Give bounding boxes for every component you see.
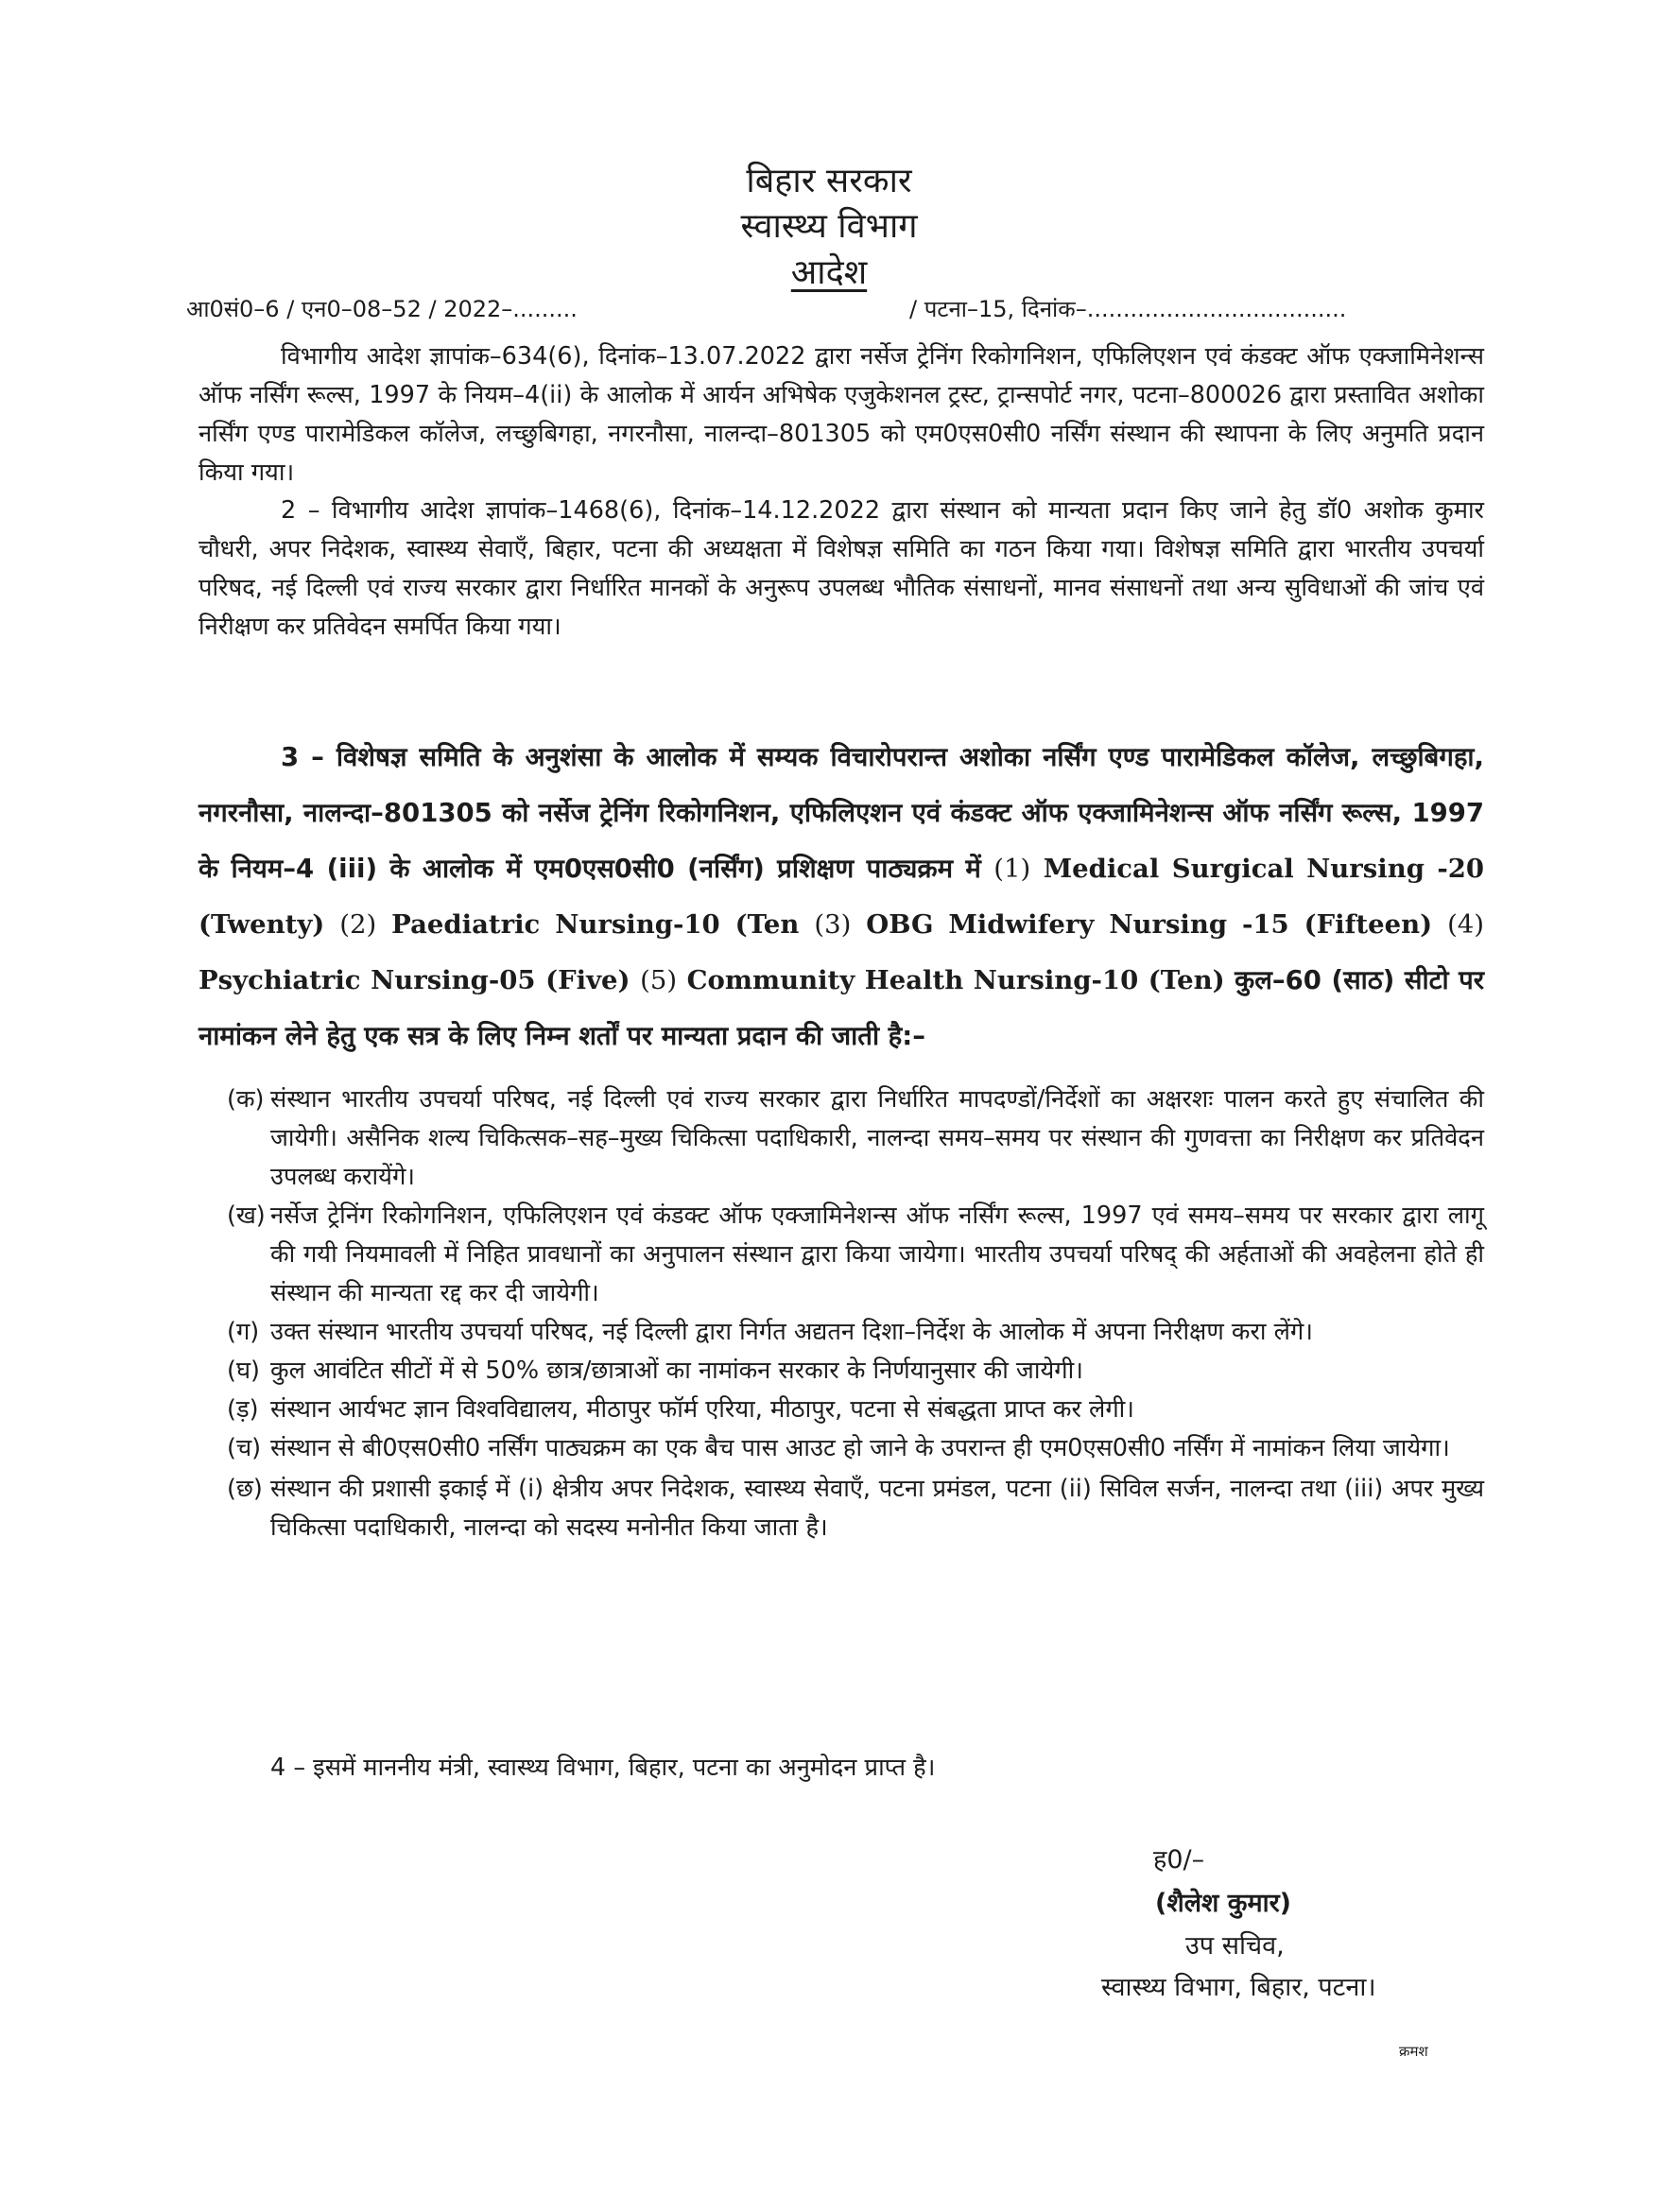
condition-marker: (ड़) — [227, 1395, 259, 1424]
paragraph-3-intro: 3 – विशेषज्ञ समिति के अनुशंसा के आलोक में सम्यक विचारोपरान्त अशोका नर्सिंग एण्ड पारामेडिकल कॉलेज, लच्छुबिगहा, नगरनौसा, नालन्दा–801305 को नर्सेज ट्रेनिंग रिकोगनिशन, एफिलिएशन एवं कंडक्ट ऑफ एक्जामिनेशन्स ऑफ नर्सिंग रूल्स, 1997 के नियम–4 (iii) के आलोक में एम0एस0सी0 (नर्सिंग) प्रशिक्षण पाठ्यक्रम में — [199, 742, 1484, 884]
course-number-3: (3) — [814, 909, 852, 940]
condition-text: कुल आवंटित सीटों में से 50% छात्र/छात्राओं का नामांकन सरकार के निर्णयानुसार की जायेगी। — [270, 1357, 1083, 1385]
condition-marker: (ख) — [227, 1201, 266, 1230]
condition-marker: (ग) — [227, 1318, 260, 1346]
course-2: Paediatric Nursing-10 (Ten — [391, 909, 800, 940]
condition-marker: (च) — [227, 1434, 262, 1462]
condition-marker: (क) — [227, 1085, 265, 1114]
conditions-list — [227, 1080, 1484, 1547]
condition-text: उक्त संस्थान भारतीय उपचर्या परिषद, नई दिल्ली द्वारा निर्गत अद्यतन दिशा–निर्देश के आलोक में अपना निरीक्षण करा लेंगे। — [270, 1318, 1313, 1346]
condition-item — [227, 1429, 1484, 1468]
order-heading: आदेश — [790, 253, 868, 292]
course-number-5: (5) — [640, 965, 678, 995]
paragraph-3-conclusion: कुल–60 (साठ) सीटो पर नामांकन लेने हेतु एक सत्र के लिए निम्न शर्तों पर मान्यता प्रदान की जाती है:– — [199, 965, 1484, 1051]
course-number-2: (2) — [339, 909, 377, 940]
condition-item — [227, 1197, 1484, 1313]
paragraph-1: विभागीय आदेश ज्ञापांक–634(6), दिनांक–13.07.2022 द्वारा नर्सेज ट्रेनिंग रिकोगनिशन, एफिलिएशन एवं कंडक्ट ऑफ एक्जामिनेशन्स ऑफ नर्सिंग रूल्स, 1997 के नियम–4(ii) के आलोक में आर्यन अभिषेक एजुकेशनल ट्रस्ट, ट्रान्सपोर्ट नगर, पटना–800026 द्वारा प्रस्तावित अशोका नर्सिंग एण्ड पारामेडिकल कॉलेज, लच्छुबिगहा, नगरनौसा, नालन्दा–801305 को एम0एस0सी0 नर्सिंग संस्थान की स्थापना के लिए अनुमति प्रदान किया गया। — [199, 342, 1484, 487]
paragraph-4: 4 – इसमें माननीय मंत्री, स्वास्थ्य विभाग, बिहार, पटना का अनुमोदन प्राप्त है। — [270, 1754, 936, 1782]
condition-item — [227, 1391, 1484, 1429]
signatory-name: (शैलेश कुमार) — [1155, 1889, 1292, 1918]
condition-marker: (छ) — [227, 1475, 263, 1503]
condition-text: संस्थान आर्यभट ज्ञान विश्वविद्यालय, मीठापुर फॉर्म एरिया, मीठापुर, पटना से संबद्धता प्राप्त कर लेगी। — [270, 1395, 1134, 1424]
order-number: आ0सं0–6 / एन0–08–52 / 2022–......... — [186, 296, 578, 322]
signatory-designation: उप सचिव, — [1185, 1931, 1285, 1961]
department-title: स्वास्थ्य विभाग — [740, 207, 918, 246]
condition-text: नर्सेज ट्रेनिंग रिकोगनिशन, एफिलिएशन एवं कंडक्ट ऑफ एक्जामिनेशन्स ऑफ नर्सिंग रूल्स, 1997 एवं समय–समय पर सरकार द्वारा लागू की गयी नियमावली में निहित प्रावधानों का अनुपालन संस्थान द्वारा किया जायेगा। भारतीय उपचर्या परिषद् की अर्हताओं की अवहेलना होते ही संस्थान की मान्यता रद्द कर दी जायेगी। — [270, 1201, 1484, 1307]
course-number-4: (4) — [1447, 909, 1485, 940]
place-date: / पटना–15, दिनांक–.................................... — [909, 296, 1347, 322]
course-4: Psychiatric Nursing-05 (Five) — [199, 965, 630, 995]
continued-note: क्रमश — [1399, 2043, 1428, 2060]
paragraph-3 — [199, 730, 1484, 1064]
reference-line — [186, 293, 1472, 324]
signatory-department: स्वास्थ्य विभाग, बिहार, पटना। — [1101, 1973, 1376, 2002]
condition-text: संस्थान की प्रशासी इकाई में (i) क्षेत्रीय अपर निदेशक, स्वास्थ्य सेवाएँ, पटना प्रमंडल, पटना (ii) सिविल सर्जन, नालन्दा तथा (iii) अपर मुख्य चिकित्सा पदाधिकारी, नालन्दा को सदस्य मनोनीत किया जाता है। — [270, 1475, 1484, 1542]
paragraph-2: 2 – विभागीय आदेश ज्ञापांक–1468(6), दिनांक–14.12.2022 द्वारा संस्थान को मान्यता प्रदान किए जाने हेतु डॉ0 अशोक कुमार चौधरी, अपर निदेशक, स्वास्थ्य सेवाएँ, बिहार, पटना की अध्यक्षता में विशेषज्ञ समिति का गठन किया गया। विशेषज्ञ समिति द्वारा भारतीय उपचर्या परिषद, नई दिल्ली एवं राज्य सरकार द्वारा निर्धारित मानकों के अनुरूप उपलब्ध भौतिक संसाधनों, मानव संसाधनों तथा अन्य सुविधाओं की जांच एवं निरीक्षण कर प्रतिवेदन समर्पित किया गया। — [199, 496, 1484, 641]
condition-marker: (घ) — [227, 1357, 260, 1385]
condition-item — [227, 1080, 1484, 1197]
condition-item — [227, 1313, 1484, 1352]
condition-text: संस्थान से बी0एस0सी0 नर्सिंग पाठ्यक्रम का एक बैच पास आउट हो जाने के उपरान्त ही एम0एस0सी0 नर्सिंग में नामांकन लिया जायेगा। — [270, 1434, 1450, 1462]
condition-text: संस्थान भारतीय उपचर्या परिषद, नई दिल्ली एवं राज्य सरकार द्वारा निर्धारित मापदण्डों/निर्देशों का अक्षरशः पालन करते हुए संचालित की जायेगी। असैनिक शल्य चिकित्सक–सह–मुख्य चिकित्सा पदाधिकारी, नालन्दा समय–समय पर संस्थान की गुणवत्ता का निरीक्षण कर प्रतिवेदन उपलब्ध करायेंगे। — [270, 1085, 1484, 1191]
signed-mark: ह0/– — [1153, 1845, 1205, 1875]
condition-item — [227, 1470, 1484, 1547]
course-3: OBG Midwifery Nursing -15 (Fifteen) — [866, 909, 1433, 940]
course-5: Community Health Nursing-10 (Ten) — [686, 965, 1225, 995]
course-1: Medical Surgical Nursing -20 (Twenty) — [199, 854, 1485, 940]
condition-item — [227, 1352, 1484, 1391]
course-number-1: (1) — [993, 854, 1031, 884]
government-title: बिहार सरकार — [746, 162, 912, 200]
